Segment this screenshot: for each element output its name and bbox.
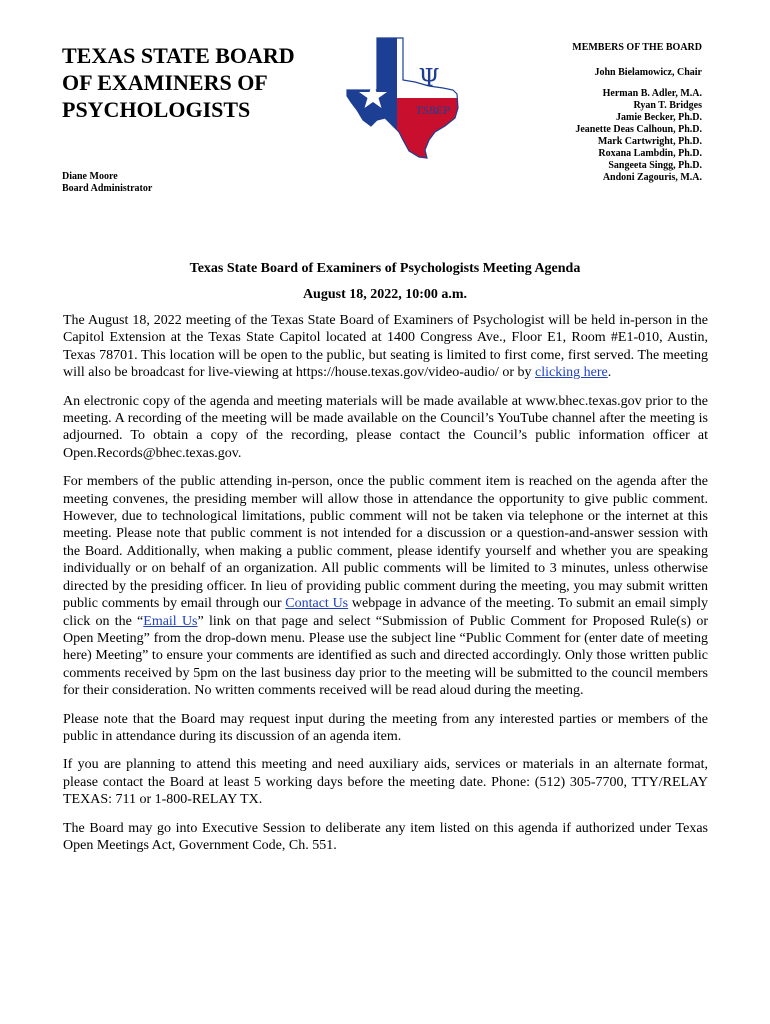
p3-text-c: ” link on that page and select “Submission of Public Comment for Proposed Rule(s) or Open Meeting” from the drop-down menu. Please use the subject line “Public Comment for (enter date of meeting here) Meeting” to ensure your comments are identified as such and directed accordingly. Only those written public comments received by 5pm on the last business day prior to the meeting will be submitted to the council members for their consideration. No written comments received will be read aloud during the meeting.	[63, 613, 708, 699]
paragraph-meeting-location	[63, 312, 708, 382]
p1-end: .	[607, 365, 612, 381]
p3-text-b: webpage in advance of the meeting. To submit an email simply click on the “	[63, 596, 708, 629]
member-item: Andoni Zagouris, M.A.	[602, 172, 702, 183]
member-item: Roxana Lambdin, Ph.D.	[598, 148, 702, 159]
paragraph-accessibility: If you are planning to attend this meeting and need auxiliary aids, services or materials in an alternate format, please contact the Board at least 5 working days before the meeting date. Phone: (512) 305-7700, TTY/RELAY TEXAS: 711 or 1-800-RELAY TX.	[63, 757, 708, 808]
clicking-here-link[interactable]: clicking here	[535, 365, 608, 381]
p1-text: The August 18, 2022 meeting of the Texas State Board of Examiners of Psychologist will be held in-person in the Capitol Extension at the Texas State Capitol located at 1400 Congress Ave., Floor E1, Room #E1-010, Austin, Texas 78701. This location will be open to the public, but seating is limited to first come, first served. The meeting will also be broadcast for live-viewing at https://house.texas.gov/video-audio/ or by	[63, 313, 708, 381]
org-title-line: PSYCHOLOGISTS	[62, 97, 251, 122]
admin-title: Board Administrator	[62, 183, 153, 194]
board-members	[442, 42, 702, 184]
member-item: Jeanette Deas Calhoun, Ph.D.	[575, 124, 702, 135]
p3-text-a: For members of the public attending in-person, once the public comment item is reached on the agenda after the meeting convenes, the presiding member will allow those in attendance the opportunity to give public comment. However, due to technological limitations, public comment will not be taken via telephone or the internet at this meeting. Please note that public comment is not intended for a discussion or a question-and-answer session with the Board. Additionally, when making a public comment, please identify yourself and whether you are speaking individually or on behalf of an organization. All public comments will be limited to 3 minutes, unless otherwise directed by the presiding officer. In lieu of providing public comment during the meeting, you may submit written public comments by email through our	[63, 474, 708, 612]
agenda-title: Texas State Board of Examiners of Psychologists Meeting Agenda	[189, 261, 581, 276]
admin-name: Diane Moore	[62, 171, 118, 182]
paragraph-executive-session: The Board may go into Executive Session to deliberate any item listed on this agenda if authorized under Texas Open Meetings Act, Government Code, Ch. 551.	[63, 820, 708, 853]
contact-us-link[interactable]: Contact Us	[285, 596, 349, 612]
logo-text: TSBEP	[415, 103, 451, 117]
organization-title	[62, 42, 332, 123]
paragraph-input: Please note that the Board may request input during the meeting from any interested parties or members of the public in attendance during its discussion of an agenda item.	[63, 711, 708, 744]
member-item: Jamie Becker, Ph.D.	[615, 112, 702, 123]
members-chair: John Bielamowicz, Chair	[594, 67, 702, 78]
member-item: Sangeeta Singg, Ph.D.	[608, 160, 702, 171]
psi-symbol: Ψ	[418, 64, 440, 92]
org-title-line: TEXAS STATE BOARD	[62, 43, 295, 68]
paragraph-public-comment	[63, 473, 708, 699]
agenda-date: August 18, 2022, 10:00 a.m.	[302, 287, 468, 302]
board-administrator	[62, 171, 152, 195]
email-us-link[interactable]: Email Us	[143, 613, 198, 629]
member-item: Herman B. Adler, M.A.	[602, 88, 702, 99]
member-item: Mark Cartwright, Ph.D.	[597, 136, 702, 147]
org-title-line: OF EXAMINERS OF	[62, 70, 268, 95]
member-item: Ryan T. Bridges	[633, 100, 702, 111]
agenda-body	[63, 312, 708, 865]
paragraph-electronic-copy: An electronic copy of the agenda and meeting materials will be made available at www.bhec.texas.gov prior to the meeting. A recording of the meeting will be made available on the Council’s YouTube channel after the meeting is adjourned. To obtain a copy of the recording, please contact the Council’s public information officer at Open.Records@bhec.texas.gov.	[63, 393, 708, 461]
members-heading: MEMBERS OF THE BOARD	[572, 42, 702, 53]
